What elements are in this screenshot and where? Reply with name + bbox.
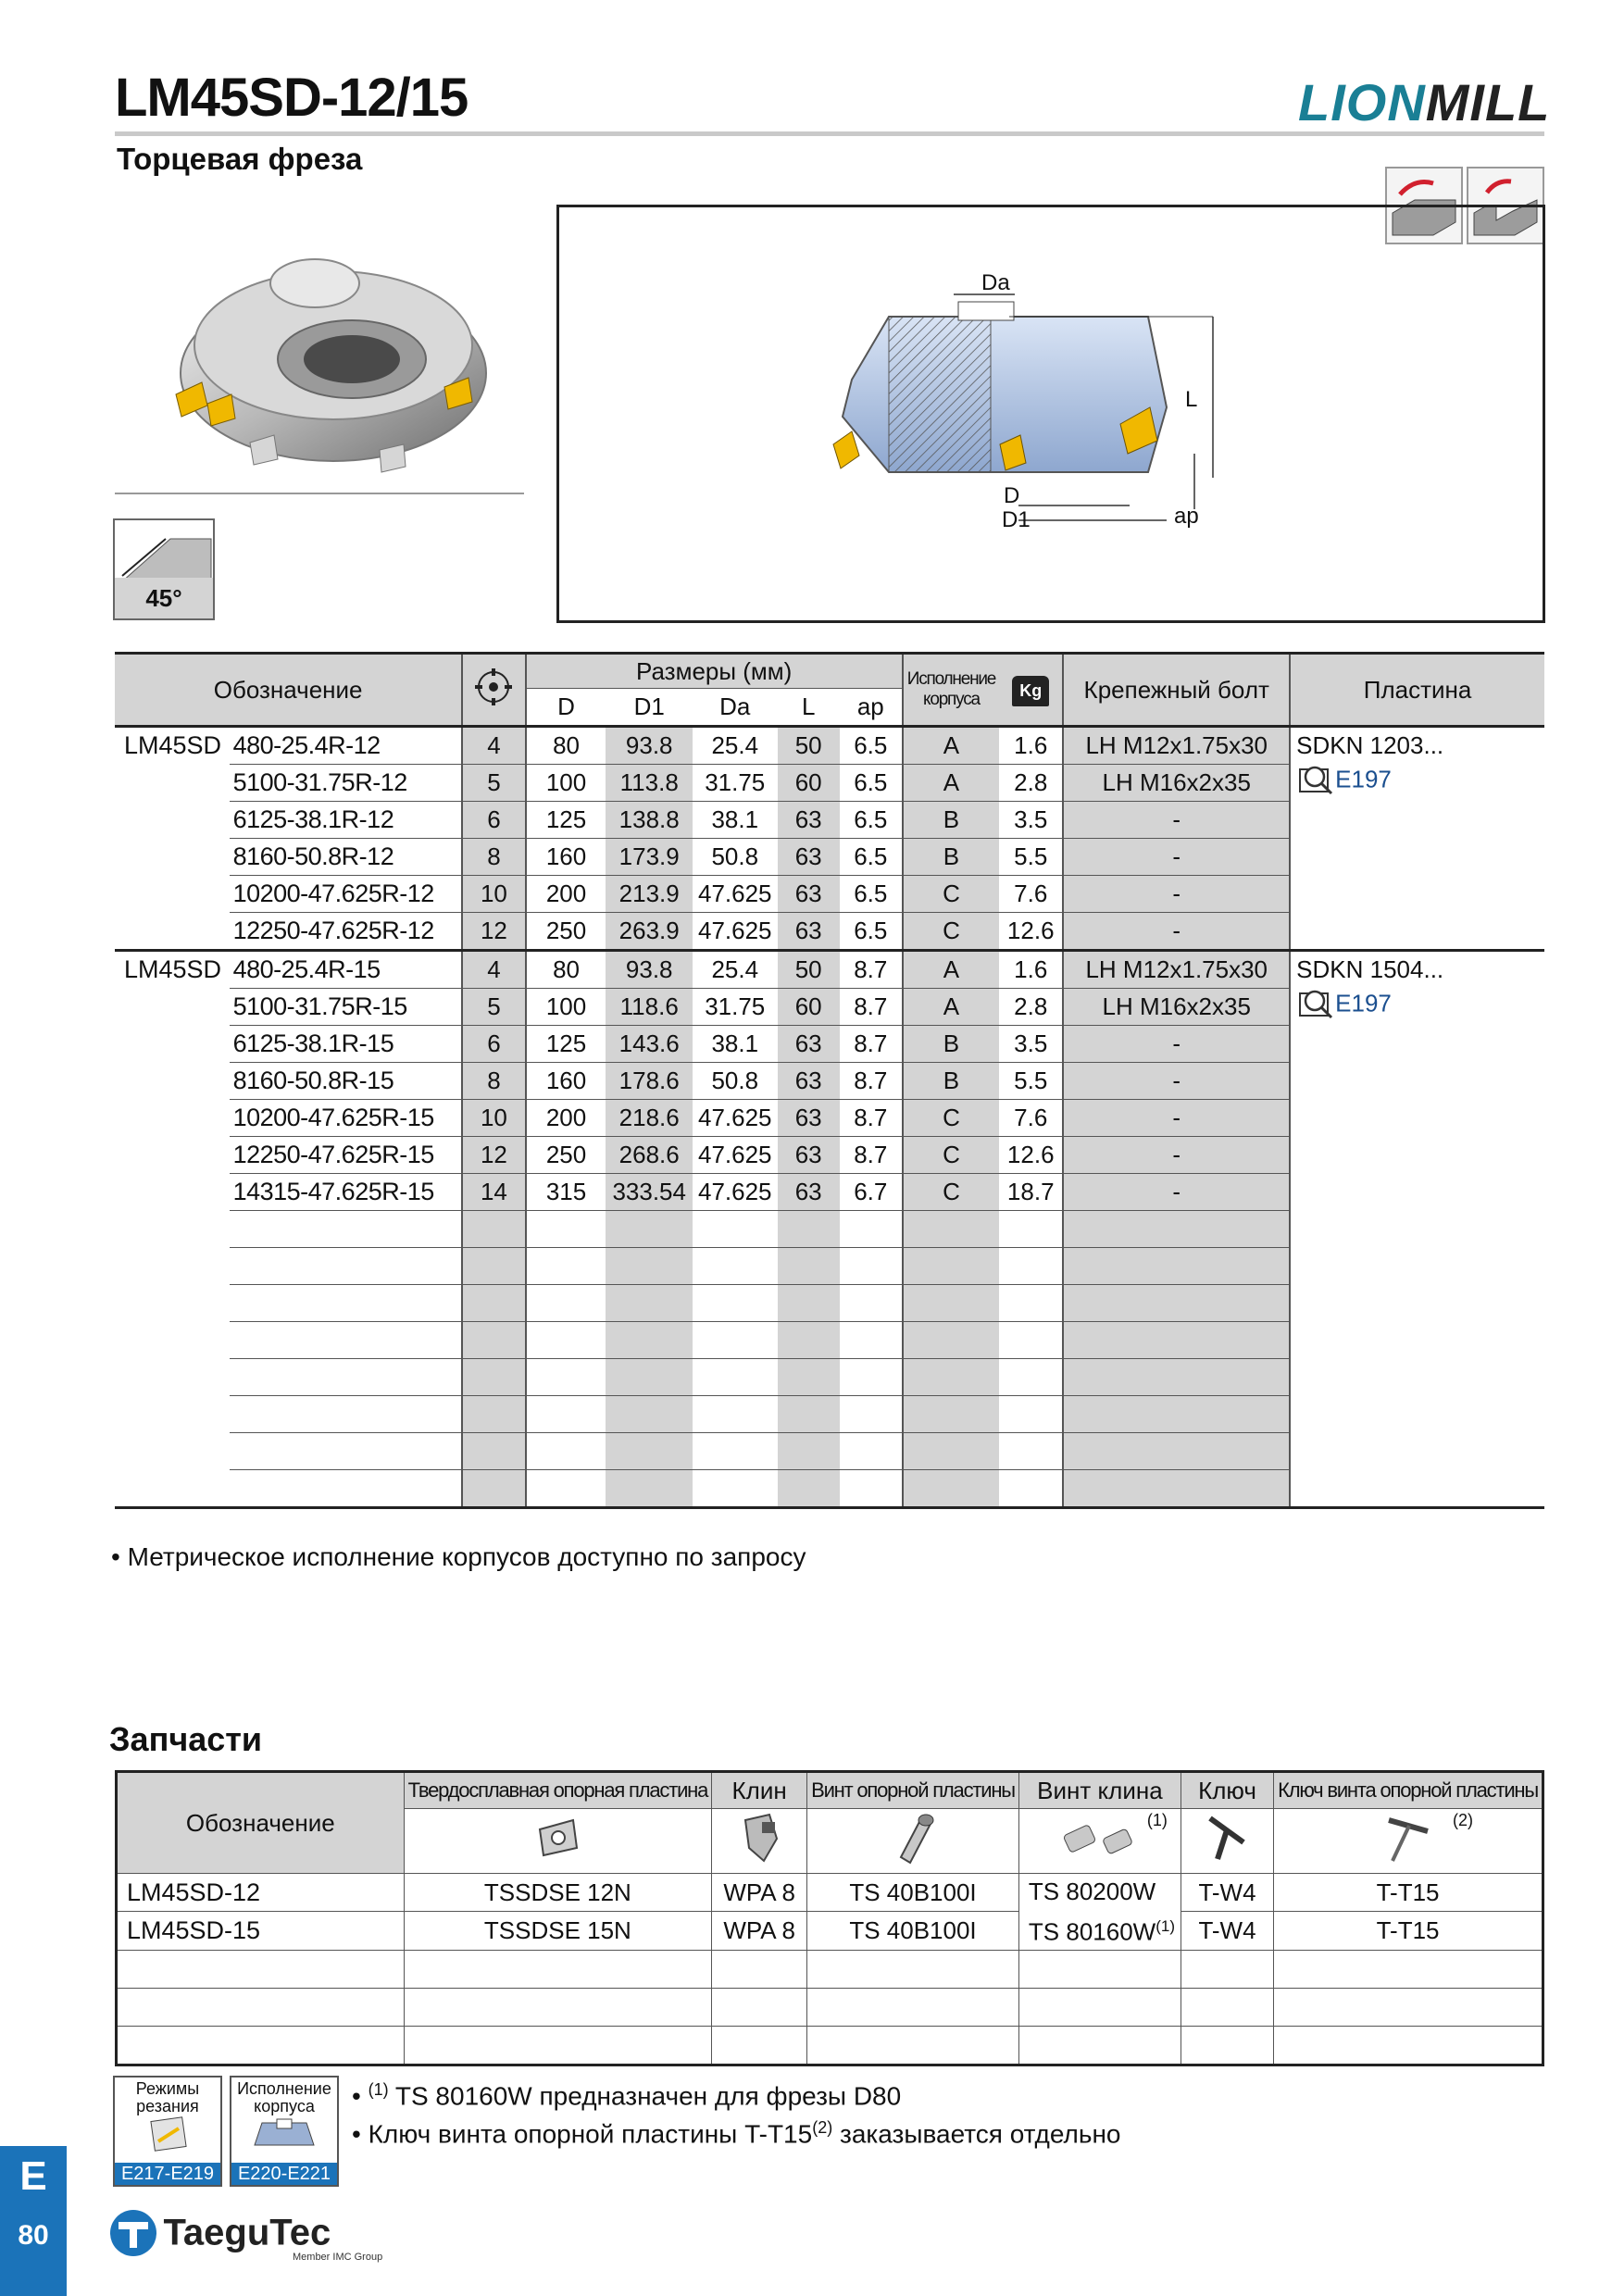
teeth-count: 12 (462, 913, 525, 951)
body-type: C (903, 1100, 999, 1137)
insert-name: SDKN 1203... (1296, 731, 1444, 759)
angle-badge (113, 518, 215, 620)
teeth-count: 4 (462, 951, 525, 989)
sp-key: T-W4 (1181, 1874, 1273, 1912)
dim-d1: 118.6 (606, 989, 692, 1026)
dim-d1: 113.8 (606, 765, 692, 802)
col-dimensions: Размеры (мм) (526, 654, 903, 689)
sp-col-shim-key: Ключ винта опорной пластины (1274, 1772, 1543, 1809)
col-insert: Пластина (1290, 654, 1544, 727)
designation-prefix: LM45SD (115, 951, 230, 989)
teeth-count: 5 (462, 765, 525, 802)
bolt: - (1063, 1174, 1290, 1211)
body-type-icon (247, 2115, 321, 2152)
sp-name: LM45SD-12 (117, 1874, 405, 1912)
dim-ap: 6.5 (840, 802, 903, 839)
label-ap: ap (1174, 504, 1199, 529)
dim-l: 63 (778, 1137, 840, 1174)
dim-d1: 93.8 (606, 951, 692, 989)
designation: 8160-50.8R-12 (230, 839, 463, 876)
dim-d: 125 (526, 1026, 606, 1063)
blank-row (115, 1211, 1544, 1248)
designation: 8160-50.8R-15 (230, 1063, 463, 1100)
dim-l: 63 (778, 1063, 840, 1100)
footer-brand (107, 2207, 383, 2263)
designation: 5100-31.75R-12 (230, 765, 463, 802)
magnifier-icon (1298, 764, 1335, 795)
body-type: B (903, 839, 999, 876)
teeth-count: 6 (462, 1026, 525, 1063)
dim-da: 38.1 (693, 802, 778, 839)
weight: 2.8 (999, 765, 1063, 802)
teeth-count: 8 (462, 839, 525, 876)
dim-l: 63 (778, 839, 840, 876)
body-type: C (903, 876, 999, 913)
label-l: L (1185, 387, 1198, 412)
blank-row (115, 1470, 1544, 1508)
designation-prefix-blank (115, 802, 230, 839)
insert-cell (1290, 727, 1544, 951)
dim-ap: 8.7 (840, 1100, 903, 1137)
teeth-count: 12 (462, 1137, 525, 1174)
dim-ap: 6.5 (840, 876, 903, 913)
weight: 12.6 (999, 1137, 1063, 1174)
dim-d1: 93.8 (606, 727, 692, 765)
designation-prefix-blank (115, 876, 230, 913)
cutting-data-icon (140, 2115, 195, 2152)
weight: 2.8 (999, 989, 1063, 1026)
shim-screw-icon (807, 1809, 1019, 1874)
teeth-count: 6 (462, 802, 525, 839)
bolt: - (1063, 913, 1290, 951)
dim-ap: 8.7 (840, 1137, 903, 1174)
label-d: D (1004, 483, 1020, 508)
label-d1: D1 (1002, 507, 1031, 532)
photo-rule (115, 493, 524, 494)
designation: 12250-47.625R-15 (230, 1137, 463, 1174)
dim-l: 63 (778, 1026, 840, 1063)
designation-prefix-blank (115, 1137, 230, 1174)
body-type: A (903, 989, 999, 1026)
dim-ap: 6.5 (840, 765, 903, 802)
dim-ap: 8.7 (840, 1026, 903, 1063)
dim-da: 38.1 (693, 1026, 778, 1063)
dim-da: 47.625 (693, 913, 778, 951)
group-15-body (115, 951, 1544, 1211)
designation-prefix-blank (115, 913, 230, 951)
dim-d: 200 (526, 1100, 606, 1137)
body-type-page: E220-E221 (231, 2163, 337, 2185)
designation: 480-25.4R-12 (230, 727, 463, 765)
footnote-2-text: Ключ винта опорной пластины T-T15 (368, 2119, 813, 2149)
weight: 5.5 (999, 839, 1063, 876)
group-12-body (115, 727, 1544, 951)
weight: 12.6 (999, 913, 1063, 951)
weight: 18.7 (999, 1174, 1063, 1211)
page-subtitle: Торцевая фреза (117, 142, 363, 176)
body-type: B (903, 1026, 999, 1063)
designation-prefix-blank (115, 1063, 230, 1100)
blank-row (115, 1322, 1544, 1359)
dim-da: 31.75 (693, 765, 778, 802)
dim-l: 60 (778, 989, 840, 1026)
footnote-1-sup: (1) (368, 2080, 389, 2099)
magnifier-icon (1298, 988, 1335, 1019)
teeth-count: 5 (462, 989, 525, 1026)
body-type: C (903, 1174, 999, 1211)
teeth-count: 10 (462, 1100, 525, 1137)
dim-ap: 8.7 (840, 1063, 903, 1100)
dim-d: 125 (526, 802, 606, 839)
sp-wscrew-1: TS 80200W (1028, 1878, 1156, 1905)
footnote-1-text: TS 80160W предназначен для фрезы D80 (394, 2081, 902, 2111)
sp-wedge: WPA 8 (712, 1874, 807, 1912)
col-l: L (778, 689, 840, 727)
col-body: Исполнение корпуса (903, 654, 999, 727)
spare-table (115, 1770, 1544, 2066)
spare-row (117, 1912, 1543, 1950)
dim-d: 100 (526, 765, 606, 802)
dim-ap: 8.7 (840, 989, 903, 1026)
sp-col-designation: Обозначение (117, 1772, 405, 1874)
brand-part1: LION (1298, 73, 1426, 131)
body-type: C (903, 1137, 999, 1174)
designation-prefix-blank (115, 765, 230, 802)
footnote-1: • $^{(1)}$ TS 80160W предназначен для фрезы D80 (352, 2080, 902, 2111)
weight: 3.5 (999, 1026, 1063, 1063)
body-type: A (903, 727, 999, 765)
designation: 6125-38.1R-15 (230, 1026, 463, 1063)
sp-skey: T-T15 (1274, 1874, 1543, 1912)
bolt: - (1063, 839, 1290, 876)
col-bolt: Крепежный болт (1063, 654, 1290, 727)
weight-icon (999, 654, 1063, 727)
col-d: D (526, 689, 606, 727)
designation: 5100-31.75R-15 (230, 989, 463, 1026)
weight: 7.6 (999, 876, 1063, 913)
dim-d: 80 (526, 951, 606, 989)
sp-shim: TSSDSE 15N (404, 1912, 712, 1950)
designation-prefix: LM45SD (115, 727, 230, 765)
spare-header-row (117, 1772, 1543, 1809)
sp-wedge-screw-cell (1018, 1874, 1181, 1951)
dim-da: 31.75 (693, 989, 778, 1026)
insert-name: SDKN 1504... (1296, 955, 1444, 983)
brand-part2: MILL (1425, 73, 1551, 131)
body-type: B (903, 1063, 999, 1100)
cutting-data-label: Режимы резания (135, 2079, 200, 2115)
dim-l: 63 (778, 802, 840, 839)
cutting-data-ref[interactable] (113, 2076, 222, 2187)
sp-wedge: WPA 8 (712, 1912, 807, 1950)
insert-ref-page: E197 (1335, 989, 1392, 1017)
dim-d: 80 (526, 727, 606, 765)
col-d1: D1 (606, 689, 692, 727)
footer-brand-name: TaeguTec (163, 2212, 331, 2253)
shim-icon (404, 1809, 712, 1874)
insert-ref[interactable] (1294, 764, 1541, 795)
dim-da: 50.8 (693, 1063, 778, 1100)
dim-d: 250 (526, 913, 606, 951)
col-da: Da (693, 689, 778, 727)
sp-screw: TS 40B100I (807, 1874, 1019, 1912)
shim-key-sup: (2) (1453, 1811, 1473, 1829)
weight: 1.6 (999, 727, 1063, 765)
key-icon (1181, 1809, 1273, 1874)
blank-row (115, 1359, 1544, 1396)
bolt: LH M12x1.75x30 (1063, 727, 1290, 765)
footnote-2-text-end: заказывается отдельно (839, 2119, 1121, 2149)
cutting-data-page: E217-E219 (115, 2163, 220, 2185)
sp-col-shim-screw: Винт опорной пластины (807, 1772, 1019, 1809)
dim-d1: 173.9 (606, 839, 692, 876)
designation-prefix-blank (115, 1174, 230, 1211)
teeth-icon (462, 654, 525, 727)
sp-col-wedge: Клин (712, 1772, 807, 1809)
designation-prefix-blank (115, 1026, 230, 1063)
spare-blank-row (117, 1988, 1543, 2026)
col-designation: Обозначение (115, 654, 462, 727)
dim-da: 47.625 (693, 1174, 778, 1211)
taegutec-logo-icon (107, 2207, 159, 2259)
bolt: LH M16x2x35 (1063, 765, 1290, 802)
dim-ap: 6.7 (840, 1174, 903, 1211)
dim-d: 315 (526, 1174, 606, 1211)
dim-da: 47.625 (693, 1137, 778, 1174)
sp-skey: T-T15 (1274, 1912, 1543, 1950)
sp-col-shim: Твердосплавная опорная пластина (404, 1772, 712, 1809)
metric-note: • Метрическое исполнение корпусов доступно по запросу (111, 1542, 806, 1571)
weight-icon-label: Kg (1012, 676, 1049, 706)
angle-icon (115, 520, 213, 581)
weight: 1.6 (999, 951, 1063, 989)
blank-rows (115, 1211, 1544, 1508)
sp-col-wedge-screw: Винт клина (1018, 1772, 1181, 1809)
teeth-count: 8 (462, 1063, 525, 1100)
weight: 7.6 (999, 1100, 1063, 1137)
insert-ref[interactable] (1294, 988, 1541, 1019)
blank-row (115, 1285, 1544, 1322)
dim-da: 25.4 (693, 951, 778, 989)
bolt: - (1063, 1137, 1290, 1174)
bolt: - (1063, 1063, 1290, 1100)
teeth-count: 4 (462, 727, 525, 765)
designation: 10200-47.625R-15 (230, 1100, 463, 1137)
teeth-count: 14 (462, 1174, 525, 1211)
brand-logo (1298, 72, 1550, 132)
bolt: - (1063, 1100, 1290, 1137)
dim-ap: 6.5 (840, 913, 903, 951)
dim-da: 47.625 (693, 876, 778, 913)
sp-wscrew-2-wrap (1029, 1909, 1177, 1950)
dim-d1: 143.6 (606, 1026, 692, 1063)
teeth-count: 10 (462, 876, 525, 913)
weight: 5.5 (999, 1063, 1063, 1100)
table-row (115, 951, 1544, 989)
dim-l: 63 (778, 1174, 840, 1211)
dim-da: 47.625 (693, 1100, 778, 1137)
dim-d: 160 (526, 1063, 606, 1100)
designation: 12250-47.625R-12 (230, 913, 463, 951)
body-type-ref[interactable] (230, 2076, 339, 2187)
footer-brand-tagline: Member IMC Group (293, 2252, 383, 2263)
dim-ap: 6.5 (840, 727, 903, 765)
dim-l: 50 (778, 727, 840, 765)
designation: 480-25.4R-15 (230, 951, 463, 989)
angle-value: 45° (115, 578, 213, 618)
sp-screw: TS 40B100I (807, 1912, 1019, 1950)
dim-d1: 218.6 (606, 1100, 692, 1137)
table-header-row (115, 654, 1544, 689)
label-da: Da (981, 270, 1010, 295)
bolt: LH M12x1.75x30 (1063, 951, 1290, 989)
dim-d1: 263.9 (606, 913, 692, 951)
blank-row (115, 1433, 1544, 1470)
body-type: A (903, 951, 999, 989)
body-type: B (903, 802, 999, 839)
spare-blank-row (117, 1950, 1543, 1988)
dim-ap: 8.7 (840, 951, 903, 989)
dim-da: 25.4 (693, 727, 778, 765)
spare-blank-row (117, 2026, 1543, 2065)
sp-wscrew-2: TS 80160W (1028, 1917, 1156, 1946)
blank-row (115, 1396, 1544, 1433)
designation: 14315-47.625R-15 (230, 1174, 463, 1211)
weight: 3.5 (999, 802, 1063, 839)
footnote-2: • Ключ винта опорной пластины T-T15$^{(2)}$ заказывается отдельно (352, 2118, 1121, 2149)
sp-col-key: Ключ (1181, 1772, 1273, 1809)
table-row (115, 727, 1544, 765)
shim-key-icon (1274, 1809, 1543, 1874)
blank-row (115, 1248, 1544, 1285)
dim-d1: 268.6 (606, 1137, 692, 1174)
body-type-label: Исполнение корпуса (237, 2079, 331, 2115)
cutter-photo (167, 230, 500, 480)
dim-d1: 138.8 (606, 802, 692, 839)
designation-prefix-blank (115, 989, 230, 1026)
designation-prefix-blank (115, 839, 230, 876)
footnotes (352, 2074, 1121, 2151)
spare-title: Запчасти (109, 1720, 263, 1758)
dim-d: 200 (526, 876, 606, 913)
sp-key: T-W4 (1181, 1912, 1273, 1950)
dim-l: 63 (778, 913, 840, 951)
insert-cell (1290, 951, 1544, 1211)
dim-d: 100 (526, 989, 606, 1026)
page-title: LM45SD-12/15 (115, 68, 468, 128)
sp-name: LM45SD-15 (117, 1912, 405, 1950)
dim-d1: 213.9 (606, 876, 692, 913)
dim-l: 63 (778, 1100, 840, 1137)
dim-d1: 178.6 (606, 1063, 692, 1100)
bolt: - (1063, 876, 1290, 913)
wedge-screw-sup: (1) (1146, 1811, 1168, 1829)
dim-ap: 6.5 (840, 839, 903, 876)
page-number: 80 (18, 2220, 49, 2251)
bolt: - (1063, 802, 1290, 839)
body-type: A (903, 765, 999, 802)
section-letter: E (19, 2153, 47, 2199)
spare-row (117, 1874, 1543, 1912)
insert-ref-page: E197 (1335, 765, 1392, 793)
col-ap: ap (840, 689, 903, 727)
bolt: LH M16x2x35 (1063, 989, 1290, 1026)
designation: 10200-47.625R-12 (230, 876, 463, 913)
wedge-screw-icon (1018, 1809, 1181, 1874)
sp-shim: TSSDSE 12N (404, 1874, 712, 1912)
dim-da: 50.8 (693, 839, 778, 876)
dim-d: 160 (526, 839, 606, 876)
designation-prefix-blank (115, 1100, 230, 1137)
dim-d: 250 (526, 1137, 606, 1174)
dim-l: 60 (778, 765, 840, 802)
sp-wscrew-2-sup: (1) (1156, 1917, 1175, 1935)
designation: 6125-38.1R-12 (230, 802, 463, 839)
dim-l: 63 (778, 876, 840, 913)
bolt: - (1063, 1026, 1290, 1063)
wedge-icon (712, 1809, 807, 1874)
dim-l: 50 (778, 951, 840, 989)
dim-d1: 333.54 (606, 1174, 692, 1211)
footnote-2-sup: (2) (812, 2118, 833, 2138)
tool-table (115, 652, 1544, 1509)
body-type: C (903, 913, 999, 951)
